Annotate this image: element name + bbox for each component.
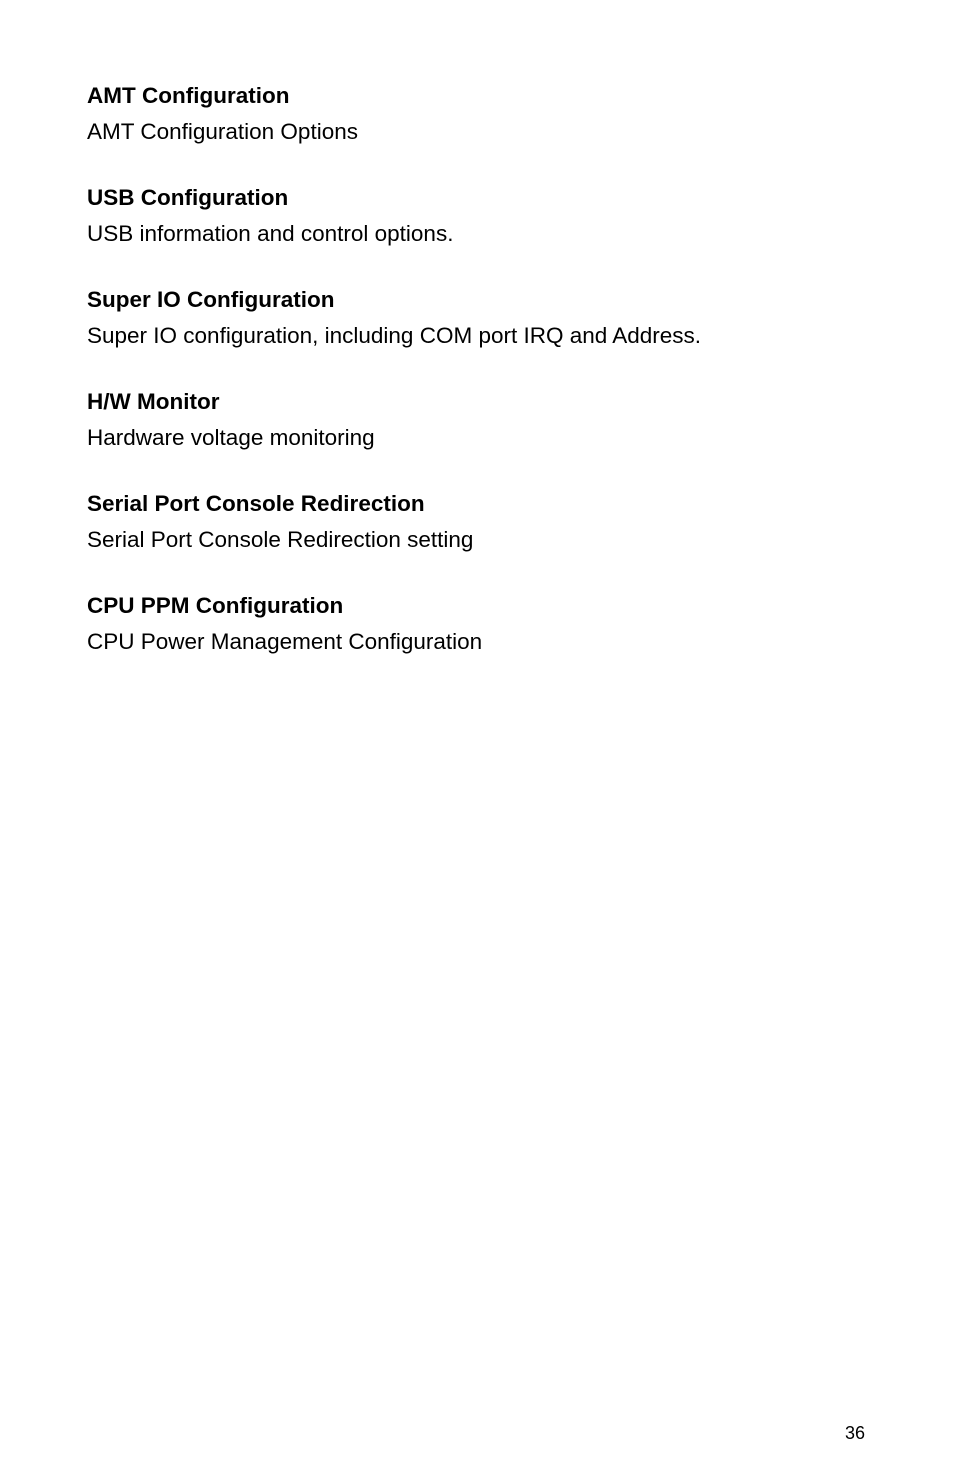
document-body xyxy=(87,81,887,693)
section-description: Hardware voltage monitoring xyxy=(87,425,375,450)
section-title: Serial Port Console Redirection xyxy=(87,491,425,516)
section-description: USB information and control options. xyxy=(87,221,454,246)
section-amt-configuration xyxy=(87,81,887,147)
section-super-io-configuration xyxy=(87,285,887,351)
section-description: Super IO configuration, including COM port IRQ and Address. xyxy=(87,323,702,348)
section-title: USB Configuration xyxy=(87,185,289,210)
section-title: CPU PPM Configuration xyxy=(87,593,344,618)
page-number: 36 xyxy=(845,1423,866,1443)
section-description: Serial Port Console Redirection setting xyxy=(87,527,474,552)
section-usb-configuration xyxy=(87,183,887,249)
section-description: CPU Power Management Configuration xyxy=(87,629,483,654)
section-description: AMT Configuration Options xyxy=(87,119,358,144)
section-hw-monitor xyxy=(87,387,887,453)
section-title: AMT Configuration xyxy=(87,83,290,108)
section-title: H/W Monitor xyxy=(87,389,220,414)
section-title: Super IO Configuration xyxy=(87,287,335,312)
section-cpu-ppm-configuration xyxy=(87,591,887,657)
section-serial-port-console-redirection xyxy=(87,489,887,555)
